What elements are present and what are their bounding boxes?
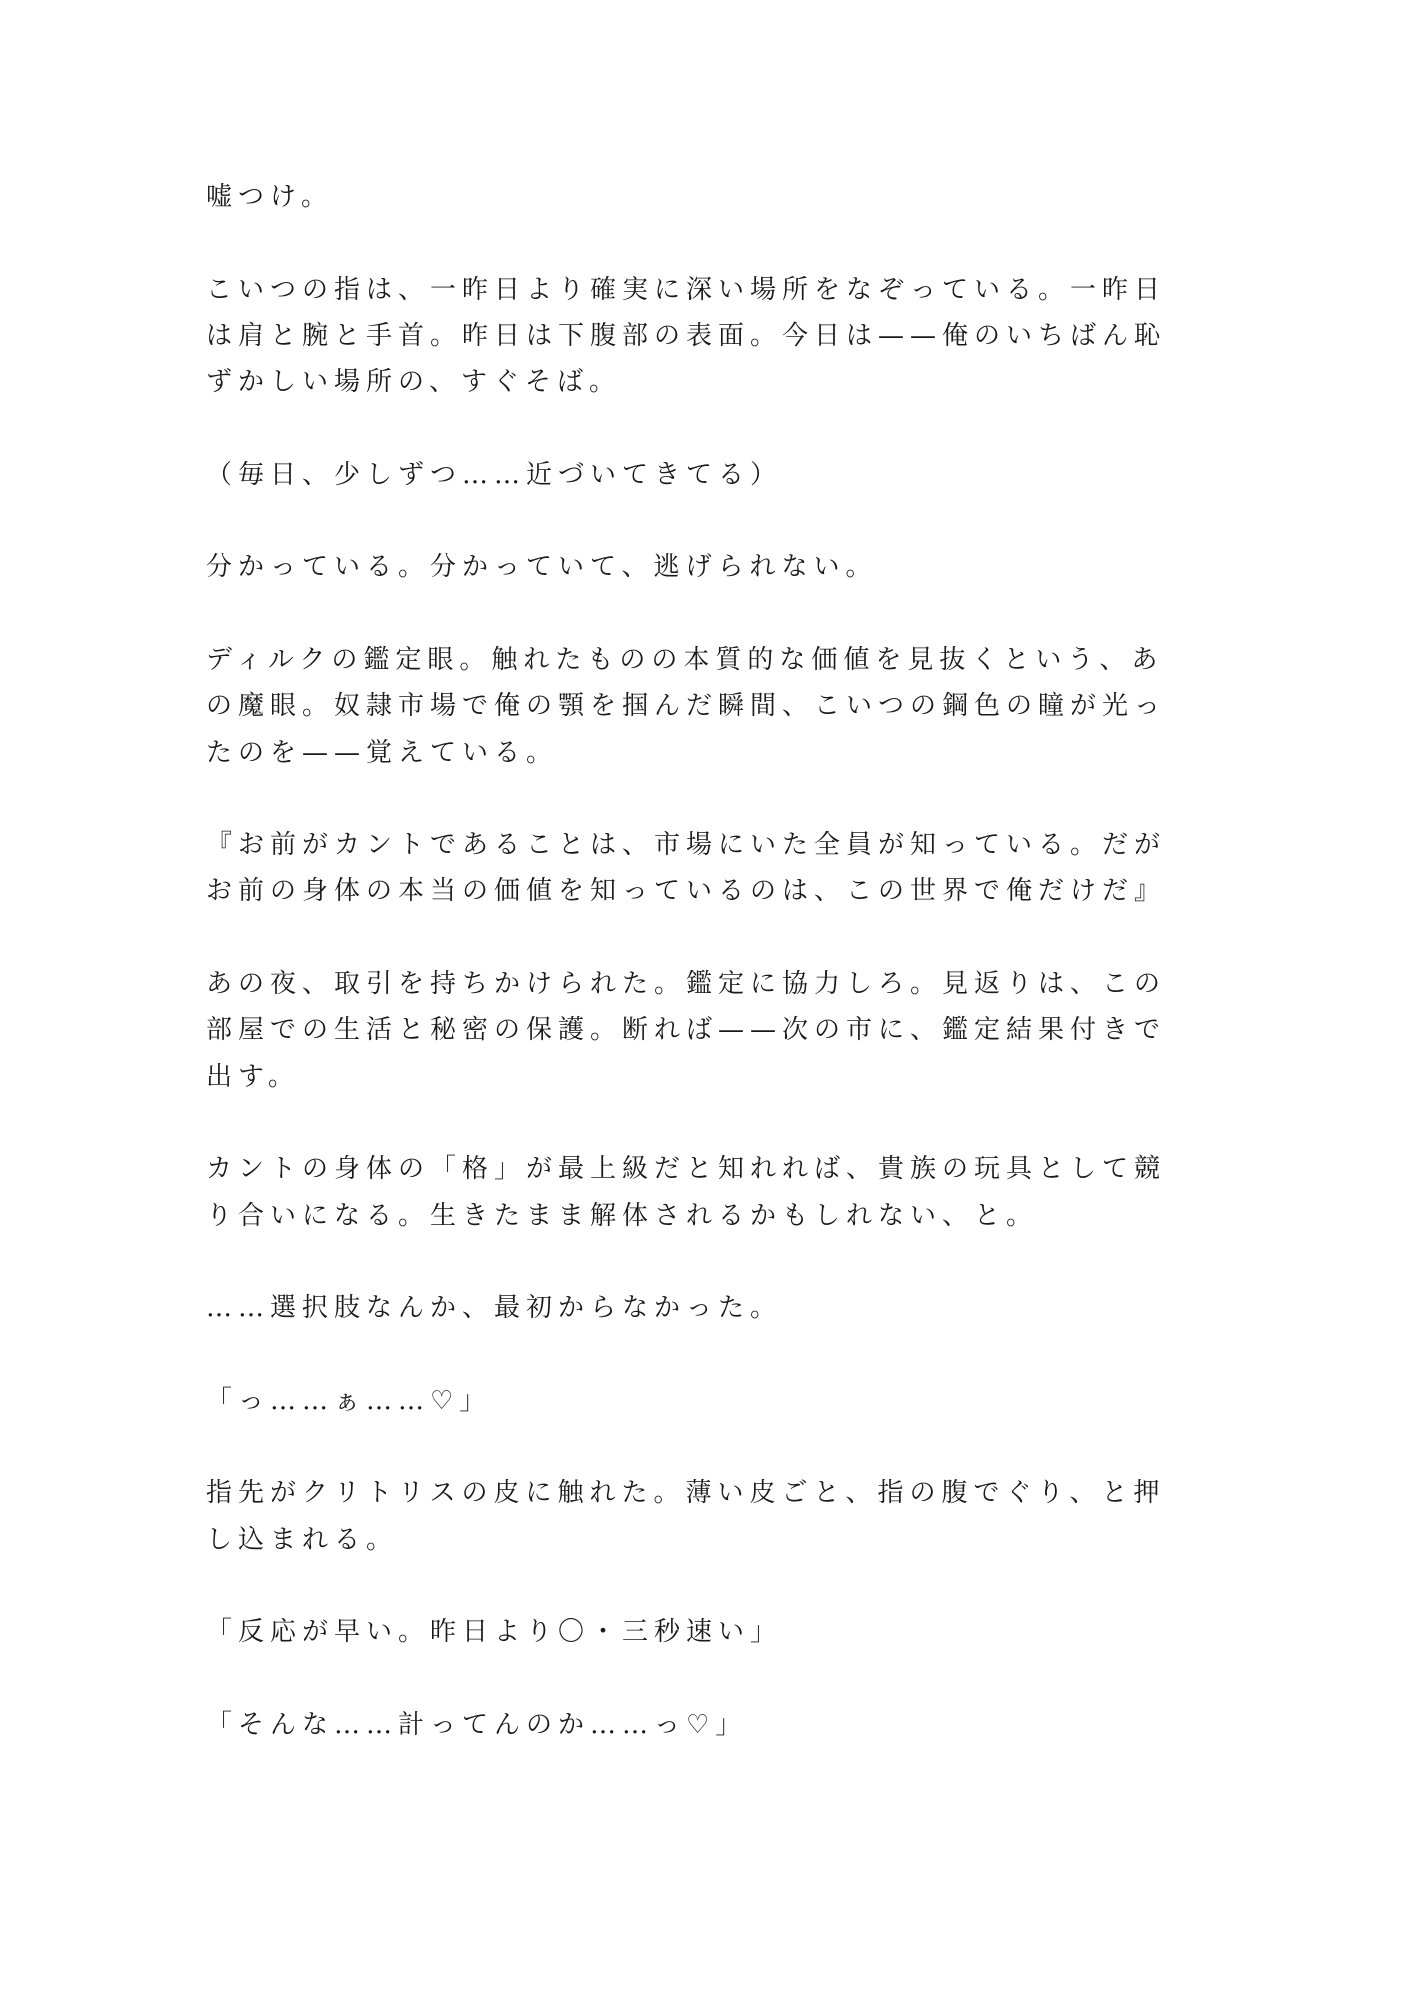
text-line: の魔眼。奴隷市場で俺の顎を掴んだ瞬間、こいつの鋼色の瞳が光っ xyxy=(206,691,1167,722)
text-line: （毎日、少しずつ……近づいてきてる） xyxy=(206,459,783,490)
text-line: 嘘つけ。 xyxy=(206,182,333,212)
paragraph xyxy=(206,637,1206,776)
paragraph xyxy=(206,1609,1206,1655)
paragraph xyxy=(206,1285,1206,1331)
text-line: ……選択肢なんか、最初からなかった。 xyxy=(206,1293,783,1324)
paragraph xyxy=(206,1702,1206,1748)
text-line: 出す。 xyxy=(206,1061,300,1092)
text-line: こいつの指は、一昨日より確実に深い場所をなぞっている。一昨日 xyxy=(206,274,1167,305)
text-line: 「っ……ぁ……♡」 xyxy=(206,1385,492,1416)
text-line: 部屋での生活と秘密の保護。断れば——次の市に、鑑定結果付きで xyxy=(206,1015,1167,1046)
paragraph xyxy=(206,822,1206,915)
document-page xyxy=(206,174,1206,1794)
paragraph xyxy=(206,1146,1206,1239)
text-line: は肩と腕と手首。昨日は下腹部の表面。今日は——俺のいちばん恥 xyxy=(206,320,1167,351)
paragraph xyxy=(206,452,1206,498)
text-line: ずかしい場所の、すぐそば。 xyxy=(206,367,621,398)
text-line: 分かっている。分かっていて、逃げられない。 xyxy=(206,552,878,583)
paragraph xyxy=(206,267,1206,406)
paragraph xyxy=(206,544,1206,590)
text-line: たのを——覚えている。 xyxy=(206,737,559,768)
paragraph xyxy=(206,174,1206,220)
text-line: お前の身体の本当の価値を知っているのは、この世界で俺だけだ』 xyxy=(206,876,1167,907)
text-line: あの夜、取引を持ちかけられた。鑑定に協力しろ。見返りは、この xyxy=(206,969,1167,1000)
text-line: 『お前がカントであることは、市場にいた全員が知っている。だが xyxy=(206,830,1167,861)
text-line: 指先がクリトリスの皮に触れた。薄い皮ごと、指の腹でぐり、と押 xyxy=(206,1478,1166,1509)
text-line: 「そんな……計ってんのか……っ♡」 xyxy=(206,1709,748,1740)
text-line: し込まれる。 xyxy=(206,1524,399,1555)
paragraph xyxy=(206,961,1206,1100)
paragraph xyxy=(206,1378,1206,1424)
text-line: ディルクの鑑定眼。触れたものの本質的な価値を見抜くという、あ xyxy=(206,644,1164,675)
text-line: 「反応が早い。昨日より〇・三秒速い」 xyxy=(206,1617,783,1648)
text-line: カントの身体の「格」が最上級だと知れれば、貴族の玩具として競 xyxy=(206,1154,1167,1185)
text-line: り合いになる。生きたまま解体されるかもしれない、と。 xyxy=(206,1200,1039,1231)
paragraph xyxy=(206,1470,1206,1563)
